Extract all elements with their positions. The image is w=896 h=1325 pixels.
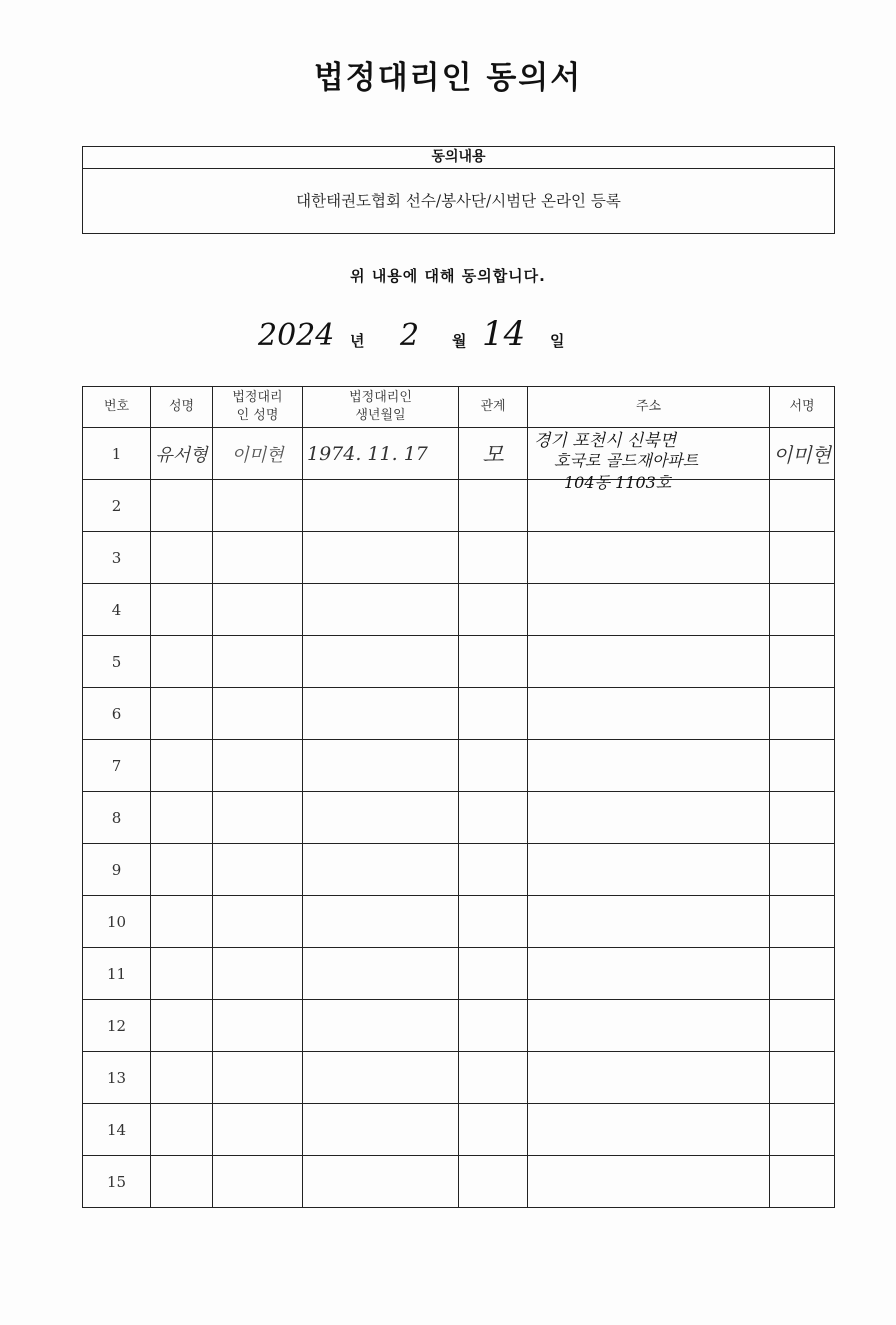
signature xyxy=(770,532,835,584)
relation: 모 xyxy=(459,428,528,480)
signature xyxy=(770,844,835,896)
guardian-birth xyxy=(303,584,459,636)
address xyxy=(528,896,770,948)
document-title: 법정대리인 동의서 xyxy=(313,60,583,96)
header-guardian-birth: 법정대리인 생년월일 xyxy=(303,387,459,428)
address xyxy=(528,1052,770,1104)
guardian-name xyxy=(213,896,303,948)
date-day: 14 xyxy=(482,314,526,354)
date-year: 2024 xyxy=(258,318,335,353)
date-row xyxy=(250,312,590,362)
guardian-name xyxy=(213,1104,303,1156)
address-address-line2: 호국로 골드재아파트 xyxy=(554,451,699,470)
table-row xyxy=(83,1000,835,1052)
relation xyxy=(459,740,528,792)
guardian-birth xyxy=(303,896,459,948)
row-number: 7 xyxy=(83,740,151,792)
address-address-line1: 경기 포천시 신북면 xyxy=(534,431,677,451)
table-row xyxy=(83,740,835,792)
table-row xyxy=(83,688,835,740)
row-number: 1 xyxy=(83,428,151,480)
relation xyxy=(459,948,528,1000)
relation xyxy=(459,1000,528,1052)
signature xyxy=(770,792,835,844)
header-guardian-name: 법정대리인 성명 xyxy=(213,387,303,428)
table-row xyxy=(83,480,835,532)
address xyxy=(528,1156,770,1208)
relation xyxy=(459,1052,528,1104)
relation xyxy=(459,896,528,948)
student-name xyxy=(151,532,213,584)
signature xyxy=(770,1104,835,1156)
row-number: 15 xyxy=(83,1156,151,1208)
guardian-name xyxy=(213,584,303,636)
row-number: 10 xyxy=(83,896,151,948)
relation xyxy=(459,584,528,636)
guardian-birth xyxy=(303,1052,459,1104)
guardian-birth xyxy=(303,532,459,584)
guardian-birth xyxy=(303,1104,459,1156)
address xyxy=(528,1104,770,1156)
table-header-row xyxy=(83,387,835,428)
address-address-line3: 104동 1103호 xyxy=(564,473,672,492)
header-number: 번호 xyxy=(83,387,151,428)
table-row xyxy=(83,532,835,584)
signature: 이미현 xyxy=(770,428,835,480)
guardian-name xyxy=(213,948,303,1000)
relation xyxy=(459,844,528,896)
header-signature: 서명 xyxy=(770,387,835,428)
guardian-name xyxy=(213,792,303,844)
row-number: 4 xyxy=(83,584,151,636)
consent-content: 대한태권도협회 선수/봉사단/시범단 온라인 등록 xyxy=(296,192,621,210)
row-number: 12 xyxy=(83,1000,151,1052)
date-year-unit: 년 xyxy=(350,332,365,350)
consent-header: 동의내용 xyxy=(83,147,834,169)
relation xyxy=(459,1156,528,1208)
guardian-birth xyxy=(303,844,459,896)
row-number: 3 xyxy=(83,532,151,584)
signature xyxy=(770,480,835,532)
row-number: 9 xyxy=(83,844,151,896)
student-name xyxy=(151,688,213,740)
guardian-birth xyxy=(303,1000,459,1052)
table-row xyxy=(83,792,835,844)
signature xyxy=(770,896,835,948)
agreement-statement: 위 내용에 대해 동의합니다. xyxy=(350,267,546,285)
address xyxy=(528,844,770,896)
address xyxy=(528,636,770,688)
guardian-name xyxy=(213,480,303,532)
address xyxy=(528,1000,770,1052)
student-name xyxy=(151,480,213,532)
guardian-name xyxy=(213,1052,303,1104)
relation xyxy=(459,1104,528,1156)
signature xyxy=(770,636,835,688)
header-relation: 관계 xyxy=(459,387,528,428)
signature xyxy=(770,740,835,792)
relation xyxy=(459,480,528,532)
table-row xyxy=(83,948,835,1000)
consent-table xyxy=(82,386,835,1208)
guardian-name xyxy=(213,740,303,792)
guardian-birth xyxy=(303,1156,459,1208)
row-number: 5 xyxy=(83,636,151,688)
header-name: 성명 xyxy=(151,387,213,428)
row-number: 11 xyxy=(83,948,151,1000)
student-name: 유서형 xyxy=(151,428,213,480)
student-name xyxy=(151,1104,213,1156)
address xyxy=(528,740,770,792)
address xyxy=(528,428,770,492)
guardian-birth xyxy=(303,740,459,792)
guardian-birth xyxy=(303,792,459,844)
row-number: 6 xyxy=(83,688,151,740)
guardian-name xyxy=(213,1156,303,1208)
date-day-unit: 일 xyxy=(550,332,565,350)
row-number: 14 xyxy=(83,1104,151,1156)
table-row xyxy=(83,428,835,480)
student-name xyxy=(151,584,213,636)
relation xyxy=(459,532,528,584)
signature xyxy=(770,948,835,1000)
guardian-name xyxy=(213,532,303,584)
signature xyxy=(770,1156,835,1208)
guardian-name xyxy=(213,688,303,740)
student-name xyxy=(151,896,213,948)
header-address: 주소 xyxy=(528,387,770,428)
table-row xyxy=(83,1104,835,1156)
guardian-name xyxy=(213,1000,303,1052)
student-name xyxy=(151,1156,213,1208)
date-month-unit: 월 xyxy=(452,332,467,350)
address xyxy=(528,532,770,584)
consent-box xyxy=(82,146,835,234)
table-row xyxy=(83,844,835,896)
relation xyxy=(459,688,528,740)
signature xyxy=(770,688,835,740)
row-number: 2 xyxy=(83,480,151,532)
student-name xyxy=(151,1000,213,1052)
guardian-name xyxy=(213,844,303,896)
table-row xyxy=(83,896,835,948)
student-name xyxy=(151,844,213,896)
student-name xyxy=(151,792,213,844)
guardian-birth xyxy=(303,688,459,740)
address xyxy=(528,792,770,844)
student-name xyxy=(151,636,213,688)
table-row xyxy=(83,1052,835,1104)
student-name xyxy=(151,948,213,1000)
student-name xyxy=(151,740,213,792)
table-row xyxy=(83,1156,835,1208)
signature xyxy=(770,1052,835,1104)
guardian-birth xyxy=(303,948,459,1000)
relation xyxy=(459,636,528,688)
address xyxy=(528,688,770,740)
guardian-birth xyxy=(303,636,459,688)
table-row xyxy=(83,584,835,636)
guardian-birth: 1974. 11. 17 xyxy=(303,428,459,480)
signature xyxy=(770,1000,835,1052)
address xyxy=(528,584,770,636)
guardian-name xyxy=(213,636,303,688)
table-row xyxy=(83,636,835,688)
address xyxy=(528,948,770,1000)
student-name xyxy=(151,1052,213,1104)
date-month: 2 xyxy=(400,318,420,353)
row-number: 13 xyxy=(83,1052,151,1104)
guardian-name: 이미현 xyxy=(213,428,303,480)
guardian-birth xyxy=(303,480,459,532)
row-number: 8 xyxy=(83,792,151,844)
relation xyxy=(459,792,528,844)
signature xyxy=(770,584,835,636)
